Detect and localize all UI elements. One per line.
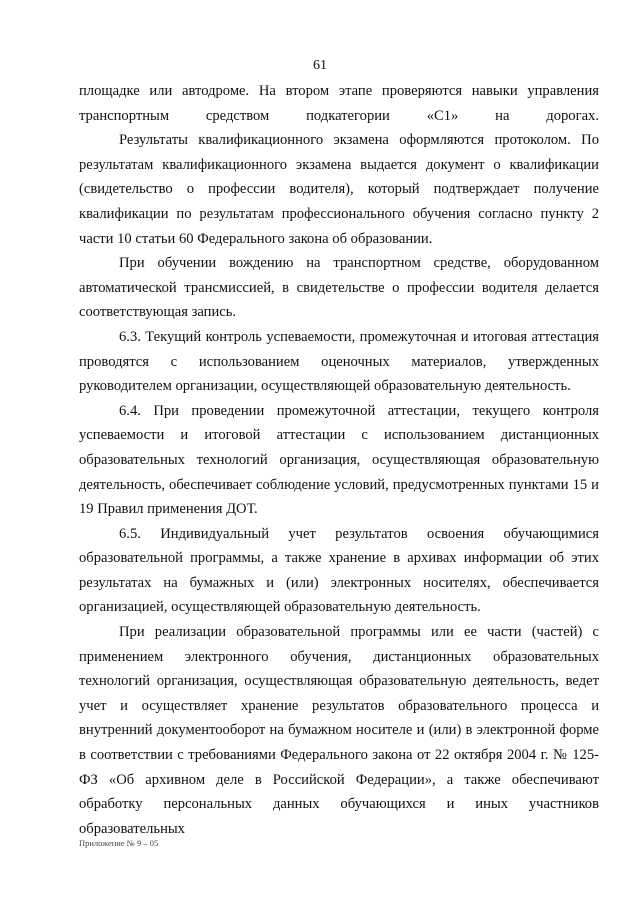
paragraph-exam-stage-two: площадке или автодроме. На втором этапе проверяются навыки управления транспортным средством подкатегории «С1» на дорогах.: [79, 83, 599, 124]
paragraph-6-5: 6.5. Индивидуальный учет результатов освоения обучающимися образовательной программы, а также хранение в архивах информации об этих результатах на бумажных и (или) электронных носителях, обеспечивается организацией, осуществляющей образовательную деятельность.: [79, 525, 599, 616]
paragraph-automatic-transmission: При обучении вождению на транспортном средстве, оборудованном автоматической трансмиссией, в свидетельстве о профессии водителя делается соответствующая запись.: [79, 255, 599, 321]
paragraph-6-3: 6.3. Текущий контроль успеваемости, промежуточная и итоговая аттестация проводятся с использованием оценочных материалов, утвержденных руководителем организации, осуществляющей образовательную деятельность.: [79, 328, 599, 395]
paragraph-6-4: 6.4. При проведении промежуточной аттестации, текущего контроля успеваемости и итоговой аттестации с использованием дистанционных образовательных технологий организация, осуществляющая образовательную деятельность, обеспечивает соблюдение условий, предусмотренных пунктами 15 и 19 Правил применения ДОТ.: [79, 402, 599, 518]
paragraph-exam-results: Результаты квалификационного экзамена оформляются протоколом. По результатам квалификационного экзамена выдается документ о квалификации (свидетельство о профессии водителя), который подтверждает получение квалификации по результатам профессионального обучения согласно пункту 2 части 10 статьи 60 Федерального закона об образовании.: [79, 132, 599, 247]
page-number: 61: [313, 58, 327, 73]
paragraph-e-learning-records: При реализации образовательной программы или ее части (частей) с применением электронного обучения, дистанционных образовательных технологий организация, осуществляющая образовательную деятельность, ведет учет и осуществляет хранение результатов образовательного процесса и внутренний документооборот на бумажном носителе и (или) в электронной форме в соответствии с требованиями Федерального закона от 22 октября 2004 г. № 125-ФЗ «Об архивном деле в Российской Федерации», а также обеспечивают обработку персональных данных обучающихся и иных участников образовательных: [79, 624, 599, 837]
footer-note: Приложение № 9 – 05: [79, 838, 159, 848]
document-body: [79, 79, 599, 841]
